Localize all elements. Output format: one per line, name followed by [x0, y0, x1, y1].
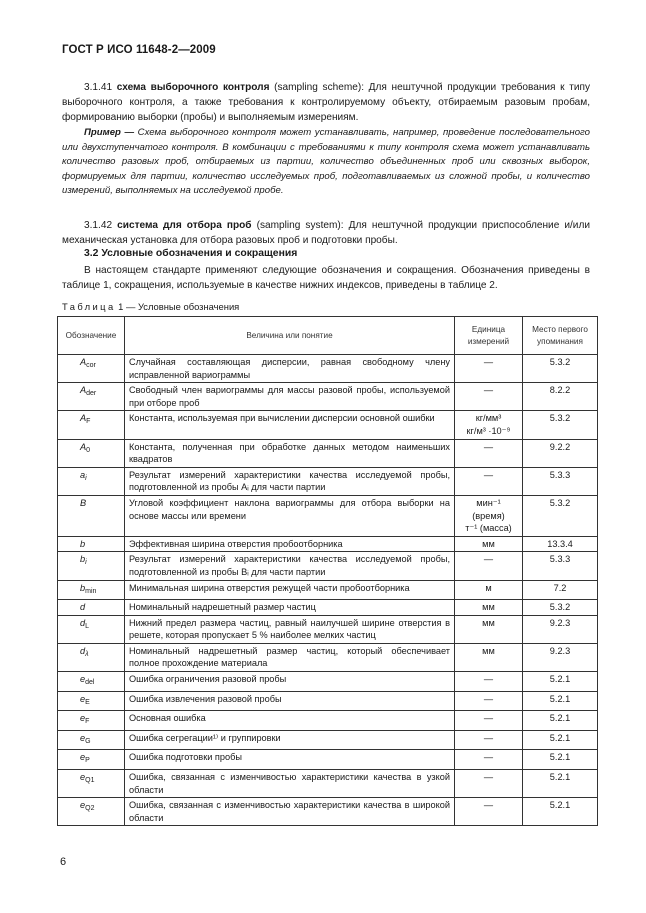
table-row	[58, 580, 598, 600]
symbol-cell	[58, 467, 125, 495]
first-mention-cell: 13.3.4	[523, 536, 598, 552]
first-mention-cell: 5.2.1	[523, 691, 598, 711]
unit-cell	[455, 798, 523, 826]
document-header: ГОСТ Р ИСО 11648-2—2009	[62, 44, 216, 56]
quantity-cell: Константа, полученная при обработке данных методом наименьших квадратов	[125, 439, 455, 467]
unit-value: —	[483, 385, 494, 396]
table-row	[58, 355, 598, 383]
unit-value: —	[483, 752, 494, 763]
table-caption	[62, 301, 239, 312]
symbol-cell	[58, 672, 125, 692]
header-quantity: Величина или понятие	[125, 317, 455, 355]
table-row	[58, 730, 598, 750]
quantity-cell: Ошибка извлечения разовой пробы	[125, 691, 455, 711]
symbol-cell	[58, 711, 125, 731]
definition-text: (sampling scheme): Для нештучной продукции требования к типу выборочного контроля, а также требования к контролируемому объекту, отбираемым разовым пробам, формированию выборки (пробы) и выполняемым измерениям.	[62, 82, 590, 123]
caption-word: Таблица	[62, 301, 116, 312]
definition-3-1-42	[62, 218, 590, 248]
symbol-cell	[58, 770, 125, 798]
unit-value: мин⁻¹ (время)	[472, 497, 505, 521]
symbols-table	[57, 316, 598, 826]
unit-cell	[455, 691, 523, 711]
unit-cell	[455, 672, 523, 692]
symbol-cell	[58, 600, 125, 616]
unit-value: —	[483, 732, 494, 743]
first-mention-cell: 5.2.1	[523, 730, 598, 750]
symbol-cell	[58, 580, 125, 600]
symbol-cell	[58, 439, 125, 467]
term: система для отбора проб	[117, 220, 252, 231]
unit-value: мм	[482, 645, 495, 656]
unit-cell	[455, 467, 523, 495]
symbol-subscript: min	[85, 587, 97, 595]
unit-cell	[455, 411, 523, 439]
first-mention-cell: 5.3.2	[523, 411, 598, 439]
symbol-letter: A	[80, 441, 87, 452]
symbol-cell	[58, 750, 125, 770]
quantity-cell: Ошибка, связанная с изменчивостью характеристики качества в узкой области	[125, 770, 455, 798]
header-first-mention: Место первого упоминания	[523, 317, 598, 355]
symbol-cell	[58, 383, 125, 411]
symbol-subscript: λ	[85, 650, 89, 658]
unit-value: —	[483, 800, 494, 811]
quantity-cell: Ошибка сегрегации¹⁾ и группировки	[125, 730, 455, 750]
symbol-letter: e	[80, 732, 86, 743]
unit-cell	[455, 355, 523, 383]
symbol-subscript: 0	[86, 446, 91, 454]
unit-cell	[455, 615, 523, 643]
symbol-cell	[58, 691, 125, 711]
first-mention-cell: 5.3.3	[523, 552, 598, 580]
symbol-letter: b	[80, 582, 86, 593]
first-mention-cell: 5.2.1	[523, 798, 598, 826]
table-row	[58, 711, 598, 731]
symbol-letter: A	[80, 413, 87, 424]
symbol-cell	[58, 411, 125, 439]
first-mention-cell: 7.2	[523, 580, 598, 600]
quantity-cell: Номинальный надрешетный размер частиц	[125, 600, 455, 616]
unit-value: —	[483, 357, 494, 367]
unit-value: —	[483, 554, 494, 565]
unit-value: —	[483, 469, 494, 480]
table-row	[58, 600, 598, 616]
symbol-cell	[58, 536, 125, 552]
quantity-cell: Результат измерений характеристики качества исследуемой пробы, подготовленной из пробы Aᵢ для части партии	[125, 467, 455, 495]
table-row	[58, 552, 598, 580]
unit-value-alt: кг/м³ ·10⁻⁹	[466, 425, 511, 436]
quantity-cell: Ошибка ограничения разовой пробы	[125, 672, 455, 692]
symbol-cell	[58, 615, 125, 643]
table-row	[58, 672, 598, 692]
caption-text: 1 — Условные обозначения	[118, 301, 240, 312]
first-mention-cell: 5.3.2	[523, 600, 598, 616]
unit-value: —	[483, 674, 494, 685]
symbol-letter: d	[80, 645, 86, 656]
unit-cell	[455, 383, 523, 411]
symbol-letter: e	[80, 693, 86, 704]
note-text: Схема выборочного контроля может устанавливать, например, проведение последовательного или двухступенчатого контроля. В комбинации с требованиями к типу контроля схема может устанавливать количество разовых проб, отбираемых из партии, количество объединенных проб или сквозных выборок, формируемых для партии, количество исследуемых проб, подготавливаемых из сложной пробы, и количество измерений, выполняемых на исследуемой пробе.	[62, 127, 590, 197]
first-mention-cell: 5.2.1	[523, 672, 598, 692]
unit-cell	[455, 552, 523, 580]
unit-cell	[455, 439, 523, 467]
clause-number: 3.1.42	[84, 220, 113, 231]
unit-cell	[455, 600, 523, 616]
symbol-subscript: G	[85, 737, 91, 745]
unit-value: —	[483, 693, 494, 704]
note-lead: Пример —	[84, 127, 135, 138]
symbol-letter: e	[80, 674, 86, 685]
symbol-cell	[58, 495, 125, 536]
quantity-cell: Минимальная ширина отверстия режущей части пробоотборника	[125, 580, 455, 600]
unit-cell	[455, 711, 523, 731]
symbol-letter: e	[80, 772, 86, 783]
unit-cell	[455, 730, 523, 750]
table-row	[58, 643, 598, 671]
unit-value: мм	[482, 617, 495, 628]
unit-value-alt: т⁻¹ (масса)	[465, 523, 512, 534]
symbol-subscript: E	[85, 698, 90, 706]
symbol-letter: e	[80, 752, 86, 763]
symbol-letter: b	[80, 554, 86, 565]
quantity-cell: Результат измерений характеристики качества исследуемой пробы, подготовленной из пробы Bᵢ для части партии	[125, 552, 455, 580]
term: схема выборочного контроля	[116, 82, 270, 93]
table-row	[58, 495, 598, 536]
unit-value: мм	[482, 602, 495, 613]
symbol-subscript: i	[85, 474, 87, 482]
unit-value: —	[483, 713, 494, 724]
header-unit: Единица измерений	[455, 317, 523, 355]
unit-value: —	[483, 772, 494, 783]
example-note	[62, 126, 590, 199]
symbol-subscript: Q2	[85, 805, 95, 813]
table-row	[58, 467, 598, 495]
table-row	[58, 750, 598, 770]
symbol-letter: b	[80, 538, 86, 549]
symbol-letter: e	[80, 800, 86, 811]
first-mention-cell: 5.3.2	[523, 495, 598, 536]
table-header-row	[58, 317, 598, 355]
quantity-cell: Угловой коэффициент наклона вариограммы для отбора выборки на основе массы или времени	[125, 495, 455, 536]
symbol-letter: a	[80, 469, 86, 480]
symbol-letter: d	[80, 617, 86, 628]
table-body	[58, 355, 598, 826]
symbol-letter: A	[80, 357, 87, 367]
first-mention-cell: 9.2.3	[523, 615, 598, 643]
quantity-cell: Ошибка подготовки пробы	[125, 750, 455, 770]
first-mention-cell: 5.3.3	[523, 467, 598, 495]
unit-cell	[455, 536, 523, 552]
first-mention-cell: 5.2.1	[523, 711, 598, 731]
table-row	[58, 439, 598, 467]
symbol-letter: e	[80, 713, 86, 724]
unit-value: кг/мм³	[475, 413, 502, 424]
quantity-cell: Случайная составляющая дисперсии, равная свободному члену исправленной вариограммы	[125, 355, 455, 383]
unit-cell	[455, 770, 523, 798]
definition-text: (sampling system): Для нештучной продукции приспособление и/или механическая установка для отбора разовых проб и подготовки пробы.	[62, 220, 590, 246]
symbol-subscript: del	[85, 679, 95, 687]
table-row	[58, 615, 598, 643]
symbol-subscript: L	[85, 622, 90, 630]
symbol-cell	[58, 355, 125, 383]
table-row	[58, 798, 598, 826]
unit-cell	[455, 750, 523, 770]
quantity-cell: Свободный член вариограммы для массы разовой пробы, используемой при отборе проб	[125, 383, 455, 411]
unit-cell	[455, 495, 523, 536]
unit-cell	[455, 643, 523, 671]
symbol-cell	[58, 798, 125, 826]
symbol-subscript: cor	[86, 362, 96, 369]
first-mention-cell: 9.2.2	[523, 439, 598, 467]
symbol-subscript: F	[86, 418, 91, 426]
quantity-cell: Нижний предел размера частиц, равный наилучшей ширине отверстия в решете, которая пропускает 5 % наиболее мелких частиц	[125, 615, 455, 643]
symbol-subscript: i	[85, 559, 87, 567]
page-number: 6	[60, 856, 67, 868]
quantity-cell: Эффективная ширина отверстия пробоотборника	[125, 536, 455, 552]
symbol-letter: B	[80, 497, 87, 508]
symbol-subscript: Q1	[85, 777, 95, 785]
first-mention-cell: 9.2.3	[523, 643, 598, 671]
symbol-subscript: F	[85, 718, 90, 726]
table-row	[58, 691, 598, 711]
quantity-cell: Константа, используемая при вычислении дисперсии основной ошибки	[125, 411, 455, 439]
symbol-letter: d	[80, 602, 86, 613]
quantity-cell: Ошибка, связанная с изменчивостью характеристики качества в широкой области	[125, 798, 455, 826]
table-row	[58, 411, 598, 439]
first-mention-cell: 5.2.1	[523, 750, 598, 770]
definition-3-1-41	[62, 80, 590, 125]
symbol-subscript: der	[86, 390, 97, 398]
symbol-cell	[58, 643, 125, 671]
unit-value: —	[483, 441, 494, 452]
first-mention-cell: 8.2.2	[523, 383, 598, 411]
symbol-cell	[58, 552, 125, 580]
section-heading: 3.2 Условные обозначения и сокращения	[84, 248, 298, 259]
unit-value: м	[485, 582, 492, 593]
table-row	[58, 536, 598, 552]
symbol-subscript: P	[85, 757, 90, 765]
quantity-cell: Номинальный надрешетный размер частиц, который обеспечивает полное прохождение материала	[125, 643, 455, 671]
table-row	[58, 383, 598, 411]
unit-value: мм	[482, 538, 495, 549]
first-mention-cell: 5.3.2	[523, 355, 598, 383]
clause-number: 3.1.41	[84, 82, 113, 93]
first-mention-cell: 5.2.1	[523, 770, 598, 798]
section-intro: В настоящем стандарте применяют следующие обозначения и сокращения. Обозначения приведены в таблице 1, сокращения, используемые в качестве нижних индексов, приведены в таблице 2.	[62, 265, 590, 291]
table-row	[58, 770, 598, 798]
unit-cell	[455, 580, 523, 600]
quantity-cell: Основная ошибка	[125, 711, 455, 731]
symbol-letter: A	[80, 385, 87, 396]
header-symbol: Обозначение	[58, 317, 125, 355]
symbol-cell	[58, 730, 125, 750]
